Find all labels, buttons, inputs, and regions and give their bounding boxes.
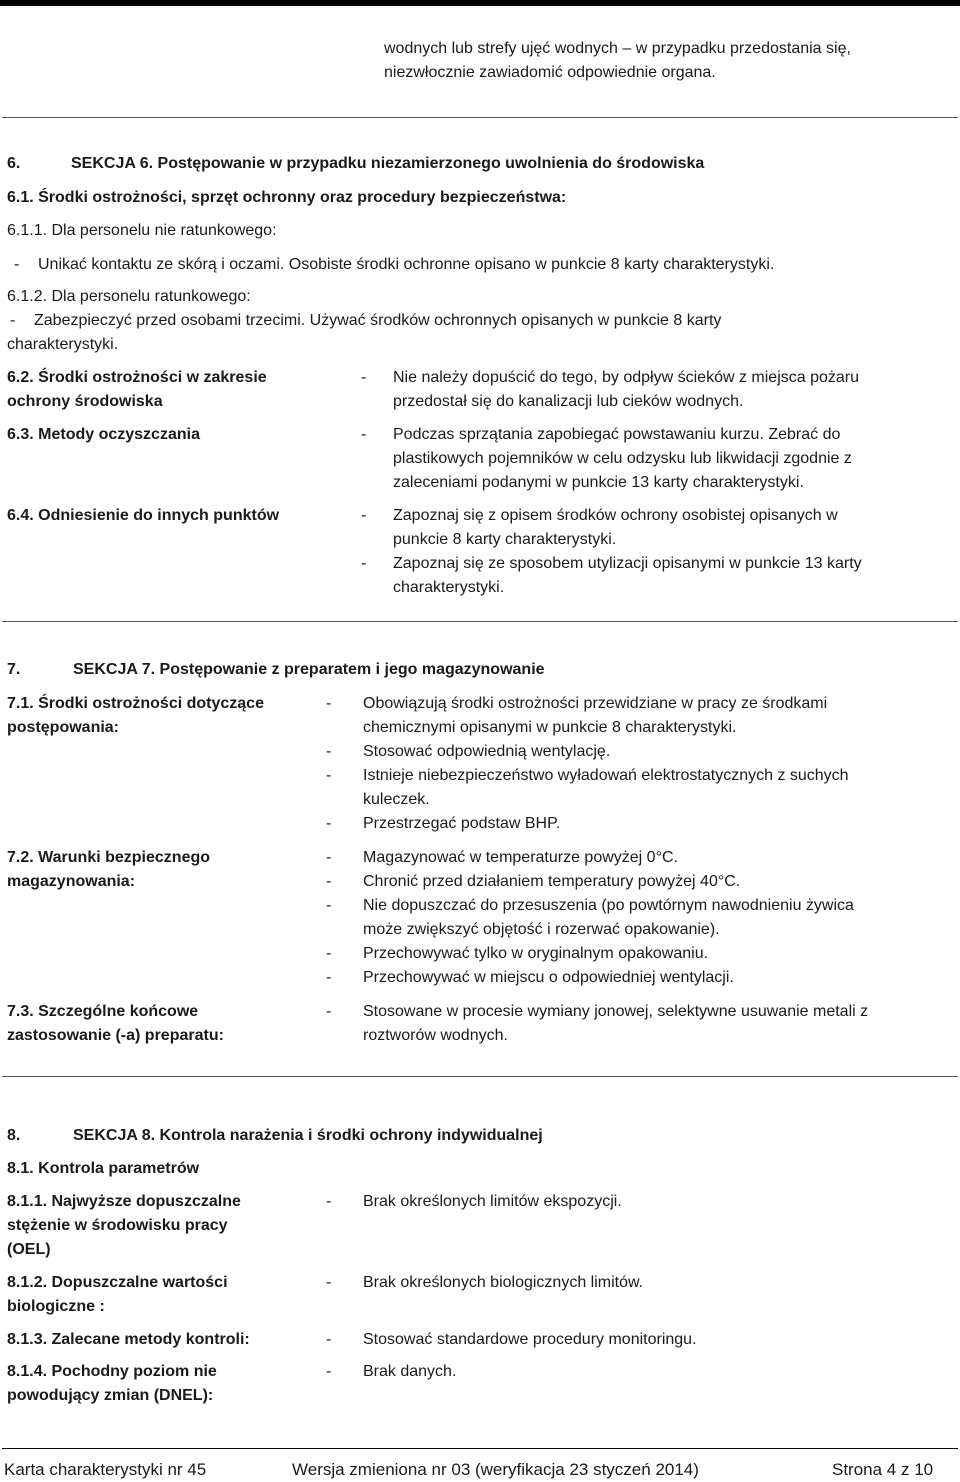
section8-1-1-label-line-2: stężenie w środowisku pracy <box>7 1217 228 1234</box>
bullet-dash: - <box>326 695 332 712</box>
section8-number: 8. <box>7 1127 21 1144</box>
bullet-dash: - <box>326 815 332 832</box>
section6-2-label-line-1: 6.2. Środki ostrożności w zakresie <box>7 369 267 386</box>
section8-1-2-item: Brak określonych biologicznych limitów. <box>363 1274 644 1291</box>
section6-heading: SEKCJA 6. Postępowanie w przypadku niezamierzonego uwolnienia do środowiska <box>71 155 705 172</box>
section8-1-4-label-line-1: 8.1.4. Pochodny poziom nie <box>7 1363 217 1380</box>
divider-section-7-8 <box>2 1076 958 1077</box>
section8-1-1-item: Brak określonych limitów ekspozycji. <box>363 1193 622 1210</box>
section7-2-item: Przechowywać w miejscu o odpowiedniej wentylacji. <box>363 969 734 986</box>
footer-divider <box>2 1448 958 1449</box>
section8-1-4-item: Brak danych. <box>363 1363 457 1380</box>
section6-2-item-line-1: Nie należy dopuścić do tego, by odpływ ścieków z miejsca pożaru <box>393 369 860 386</box>
section7-3-item: Stosowane w procesie wymiany jonowej, selektywne usuwanie metali z <box>363 1003 869 1020</box>
section8-1-4-label-line-2: powodujący zmian (DNEL): <box>7 1387 214 1404</box>
bullet-dash: - <box>326 945 332 962</box>
bullet-dash: - <box>326 897 332 914</box>
section6-4-item-2-line-1: Zapoznaj się ze sposobem utylizacji opisanymi w punkcie 13 karty <box>393 555 862 572</box>
section7-2-label-line-2: magazynowania: <box>7 873 136 890</box>
section7-3-label-line-2: zastosowanie (-a) preparatu: <box>7 1027 224 1044</box>
section8-1-1-label-line-3: (OEL) <box>7 1241 51 1258</box>
bullet-dash: - <box>10 312 16 329</box>
bullet-dash: - <box>326 1363 332 1380</box>
section6-3-item-line-1: Podczas sprzątania zapobiegać powstawaniu kurzu. Zebrać do <box>393 426 841 443</box>
bullet-dash: - <box>14 256 20 273</box>
section7-2-item: Chronić przed działaniem temperatury powyżej 40°C. <box>363 873 741 890</box>
section8-1-2-label-line-1: 8.1.2. Dopuszczalne wartości <box>7 1274 228 1291</box>
section7-2-item: Przechowywać tylko w oryginalnym opakowaniu. <box>363 945 709 962</box>
bullet-dash: - <box>326 767 332 784</box>
section6-4-item-1-line-1: Zapoznaj się z opisem środków ochrony osobistej opisanych w <box>393 507 838 524</box>
section8-1-heading: 8.1. Kontrola parametrów <box>7 1160 200 1177</box>
section7-1-item: chemicznymi opisanymi w punkcie 8 charakterystyki. <box>363 719 737 736</box>
bullet-dash: - <box>326 1331 332 1348</box>
bullet-dash: - <box>326 743 332 760</box>
section7-2-label-line-1: 7.2. Warunki bezpiecznego <box>7 849 211 866</box>
section7-2-item: może zwiększyć objętość i rozerwać opakowanie). <box>363 921 720 938</box>
section6-1-1-item: Unikać kontaktu ze skórą i oczami. Osobiste środki ochronne opisano w punkcie 8 karty charakterystyki. <box>38 256 775 273</box>
section6-1-2-item-line-2: charakterystyki. <box>7 336 119 353</box>
bullet-dash: - <box>326 969 332 986</box>
section6-number: 6. <box>7 155 21 172</box>
bullet-dash: - <box>326 1193 332 1210</box>
bullet-dash: - <box>361 507 367 524</box>
bullet-dash: - <box>326 873 332 890</box>
section7-1-item: kuleczek. <box>363 791 430 808</box>
bullet-dash: - <box>326 1274 332 1291</box>
section6-2-label-line-2: ochrony środowiska <box>7 393 163 410</box>
section8-heading: SEKCJA 8. Kontrola narażenia i środki ochrony indywidualnej <box>73 1127 543 1144</box>
section7-1-item: Przestrzegać podstaw BHP. <box>363 815 561 832</box>
section8-1-1-label-line-1: 8.1.1. Najwyższe dopuszczalne <box>7 1193 241 1210</box>
footer-page-number: Strona 4 z 10 <box>832 1460 934 1479</box>
divider-top <box>2 117 958 118</box>
top-border <box>0 0 960 6</box>
section8-1-2-label-line-2: biologiczne : <box>7 1298 105 1315</box>
bullet-dash: - <box>361 426 367 443</box>
section7-2-item: Nie dopuszczać do przesuszenia (po powtórnym nawodnieniu żywica <box>363 897 854 914</box>
section7-2-item: Magazynować w temperaturze powyżej 0°C. <box>363 849 678 866</box>
footer-document-title: Karta charakterystyki nr 45 <box>4 1460 207 1479</box>
section6-3-label: 6.3. Metody oczyszczania <box>7 426 200 443</box>
section6-3-item-line-2: plastikowych pojemników w celu odzysku lub likwidacji zgodnie z <box>393 450 852 467</box>
section6-3-item-line-3: zaleceniami podanymi w punkcie 13 karty charakterystyki. <box>393 474 804 491</box>
section7-3-label-line-1: 7.3. Szczególne końcowe <box>7 1003 199 1020</box>
section7-1-item: Stosować odpowiednią wentylację. <box>363 743 611 760</box>
bullet-dash: - <box>326 849 332 866</box>
intro-line-1: wodnych lub strefy ujęć wodnych – w przypadku przedostania się, <box>384 40 851 57</box>
section7-1-label-line-1: 7.1. Środki ostrożności dotyczące <box>7 695 264 712</box>
section8-1-3-label: 8.1.3. Zalecane metody kontroli: <box>7 1331 250 1348</box>
section6-1-2-heading: 6.1.2. Dla personelu ratunkowego: <box>7 288 251 305</box>
section6-4-item-2-line-2: charakterystyki. <box>393 579 505 596</box>
section7-1-item: Istnieje niebezpieczeństwo wyładowań elektrostatycznych z suchych <box>363 767 849 784</box>
divider-section-6-7 <box>2 621 958 622</box>
bullet-dash: - <box>361 369 367 386</box>
bullet-dash: - <box>326 1003 332 1020</box>
section6-1-heading: 6.1. Środki ostrożności, sprzęt ochronny oraz procedury bezpieczeństwa: <box>7 189 567 206</box>
section7-heading: SEKCJA 7. Postępowanie z preparatem i jego magazynowanie <box>73 661 545 678</box>
section7-3-item: roztworów wodnych. <box>363 1027 508 1044</box>
section6-1-2-item-line-1: Zabezpieczyć przed osobami trzecimi. Używać środków ochronnych opisanych w punkcie 8 karty <box>34 312 722 329</box>
footer-version: Wersja zmieniona nr 03 (weryfikacja 23 styczeń 2014) <box>292 1460 699 1479</box>
section6-1-1-heading: 6.1.1. Dla personelu nie ratunkowego: <box>7 222 277 239</box>
intro-line-2: niezwłocznie zawiadomić odpowiednie organa. <box>384 64 716 81</box>
section7-1-label-line-2: postępowania: <box>7 719 120 736</box>
section6-4-item-1-line-2: punkcie 8 karty charakterystyki. <box>393 531 617 548</box>
section8-1-3-item: Stosować standardowe procedury monitoringu. <box>363 1331 697 1348</box>
bullet-dash: - <box>361 555 367 572</box>
section7-number: 7. <box>7 661 21 678</box>
section6-4-label: 6.4. Odniesienie do innych punktów <box>7 507 280 524</box>
section6-2-item-line-2: przedostał się do kanalizacji lub cieków wodnych. <box>393 393 744 410</box>
section7-1-item: Obowiązują środki ostrożności przewidziane w pracy ze środkami <box>363 695 828 712</box>
